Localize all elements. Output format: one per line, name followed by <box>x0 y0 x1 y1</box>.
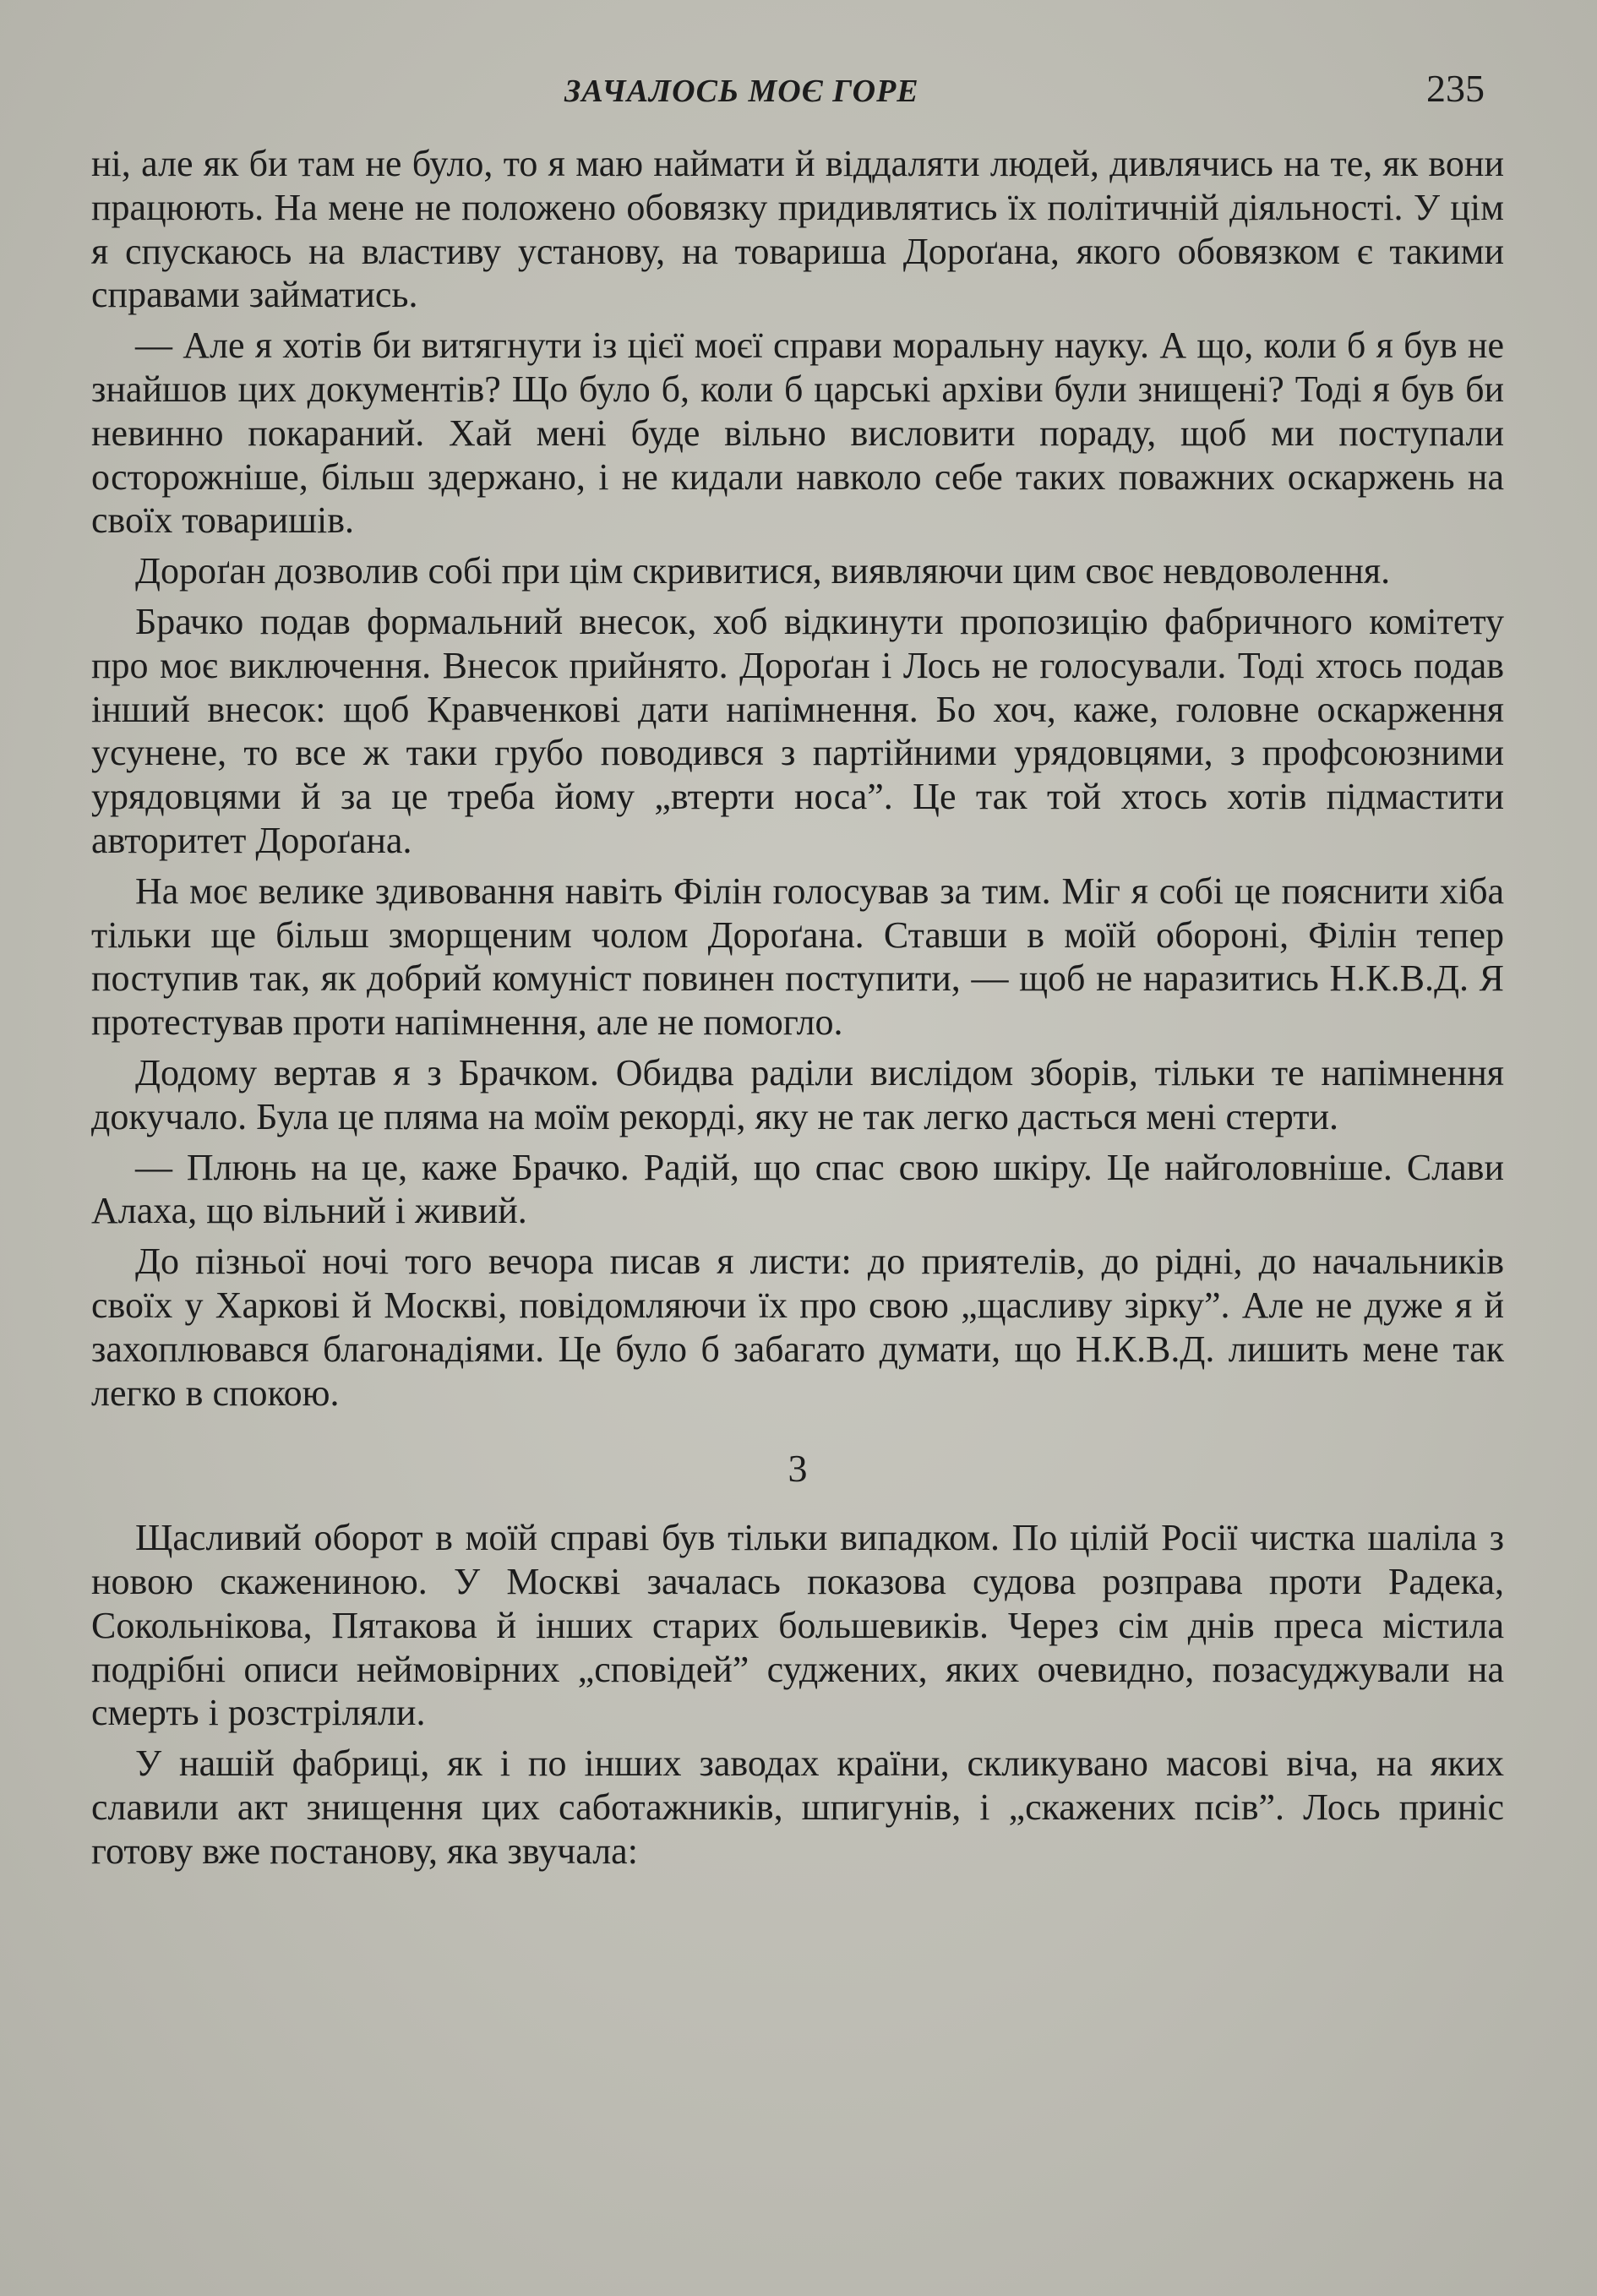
paragraph: — Плюнь на це, каже Брачко. Радій, що спас свою шкіру. Це найголовніше. Слави Алаха, що вільний і живий. <box>91 1146 1504 1232</box>
paragraph: Щасливий оборот в моїй справі був тільки випадком. По цілій Росії чистка шаліла з новою скажениною. У Москві зачалась показова судова розправа проти Радека, Сокольнікова, Пятакова й інших старих большевиків. Через сім днів преса містила подрібні описи неймовірних „сповідей” суджених, яких очевидно, позасуджували на смерть і розстріляли. <box>91 1517 1504 1734</box>
paragraph: ні, але як би там не було, то я маю наймати й віддаляти людей, дивлячись на те, як вони працюють. На мене не положено обовязку придивлятись їх політичній діяльності. У цім я спускаюсь на властиву установу, на товариша Дороґана, якого обовязком є такими справами займатись. <box>91 143 1504 316</box>
paragraph: На моє велике здивовання навіть Філін голосував за тим. Міг я собі це пояснити хіба тільки ще більш зморщеним чолом Дороґана. Ставши в моїй обороні, Філін тепер поступив так, як добрий комуніст повинен поступити, — щоб не наразитись Н.К.В.Д. Я протестував проти напімнення, але не помогло. <box>91 870 1504 1044</box>
paragraph: — Але я хотів би витягнути із цієї моєї справи моральну науку. А що, коли б я був не знайшов цих документів? Що було б, коли б царські архіви були знищені? Тоді я був би невинно покараний. Хай мені буде вільно висловити пораду, щоб ми поступали осторожніше, більш здержано, і не кидали навколо себе таких поважних оскаржень на своїх товаришів. <box>91 324 1504 542</box>
paragraph: Дороґан дозволив собі при цім скривитися, виявляючи цим своє невдоволення. <box>135 550 1391 592</box>
running-title: ЗАЧАЛОСЬ МОЄ ГОРЕ <box>564 74 919 109</box>
paragraph: У нашій фабриці, як і по інших заводах країни, скликувано масові віча, на яких славили акт знищення цих саботажників, шпигунів, і „скажених псів”. Лось приніс готову вже постанову, яка звучала: <box>91 1742 1504 1872</box>
running-head <box>0 66 1597 117</box>
paragraph: Брачко подав формальний внесок, хоб відкинути пропозицію фабричного комітету про моє виключення. Внесок прийнято. Дороґан і Лось не голосували. Тоді хтось подав інший внесок: щоб Кравченкові дати напімнення. Бо хоч, каже, головне оскарження усунене, то все ж таки грубо поводився з партійними урядовцями, з профсоюзними урядовцями й за це треба йому „втерти носа”. Це так той хтось хотів підмастити авторитет Дороґана. <box>91 600 1504 861</box>
paragraph: Додому вертав я з Брачком. Обидва раділи вислідом зборів, тільки те напімнення докучало. Була це пляма на моїм рекорді, яку не так легко дасться мені стерти. <box>91 1051 1504 1137</box>
page-number: 235 <box>1426 67 1485 110</box>
section-number: 3 <box>788 1447 808 1491</box>
paragraph: До пізньої ночі того вечора писав я листи: до приятелів, до рідні, до начальників своїх у Харкові й Москві, повідомляючи їх про свою „щасливу зірку”. Але не дуже я й захоплювався благонадіями. Це було б забагато думати, що Н.К.В.Д. лишить мене так легко в спокою. <box>91 1241 1504 1414</box>
text-body <box>91 142 1504 1879</box>
